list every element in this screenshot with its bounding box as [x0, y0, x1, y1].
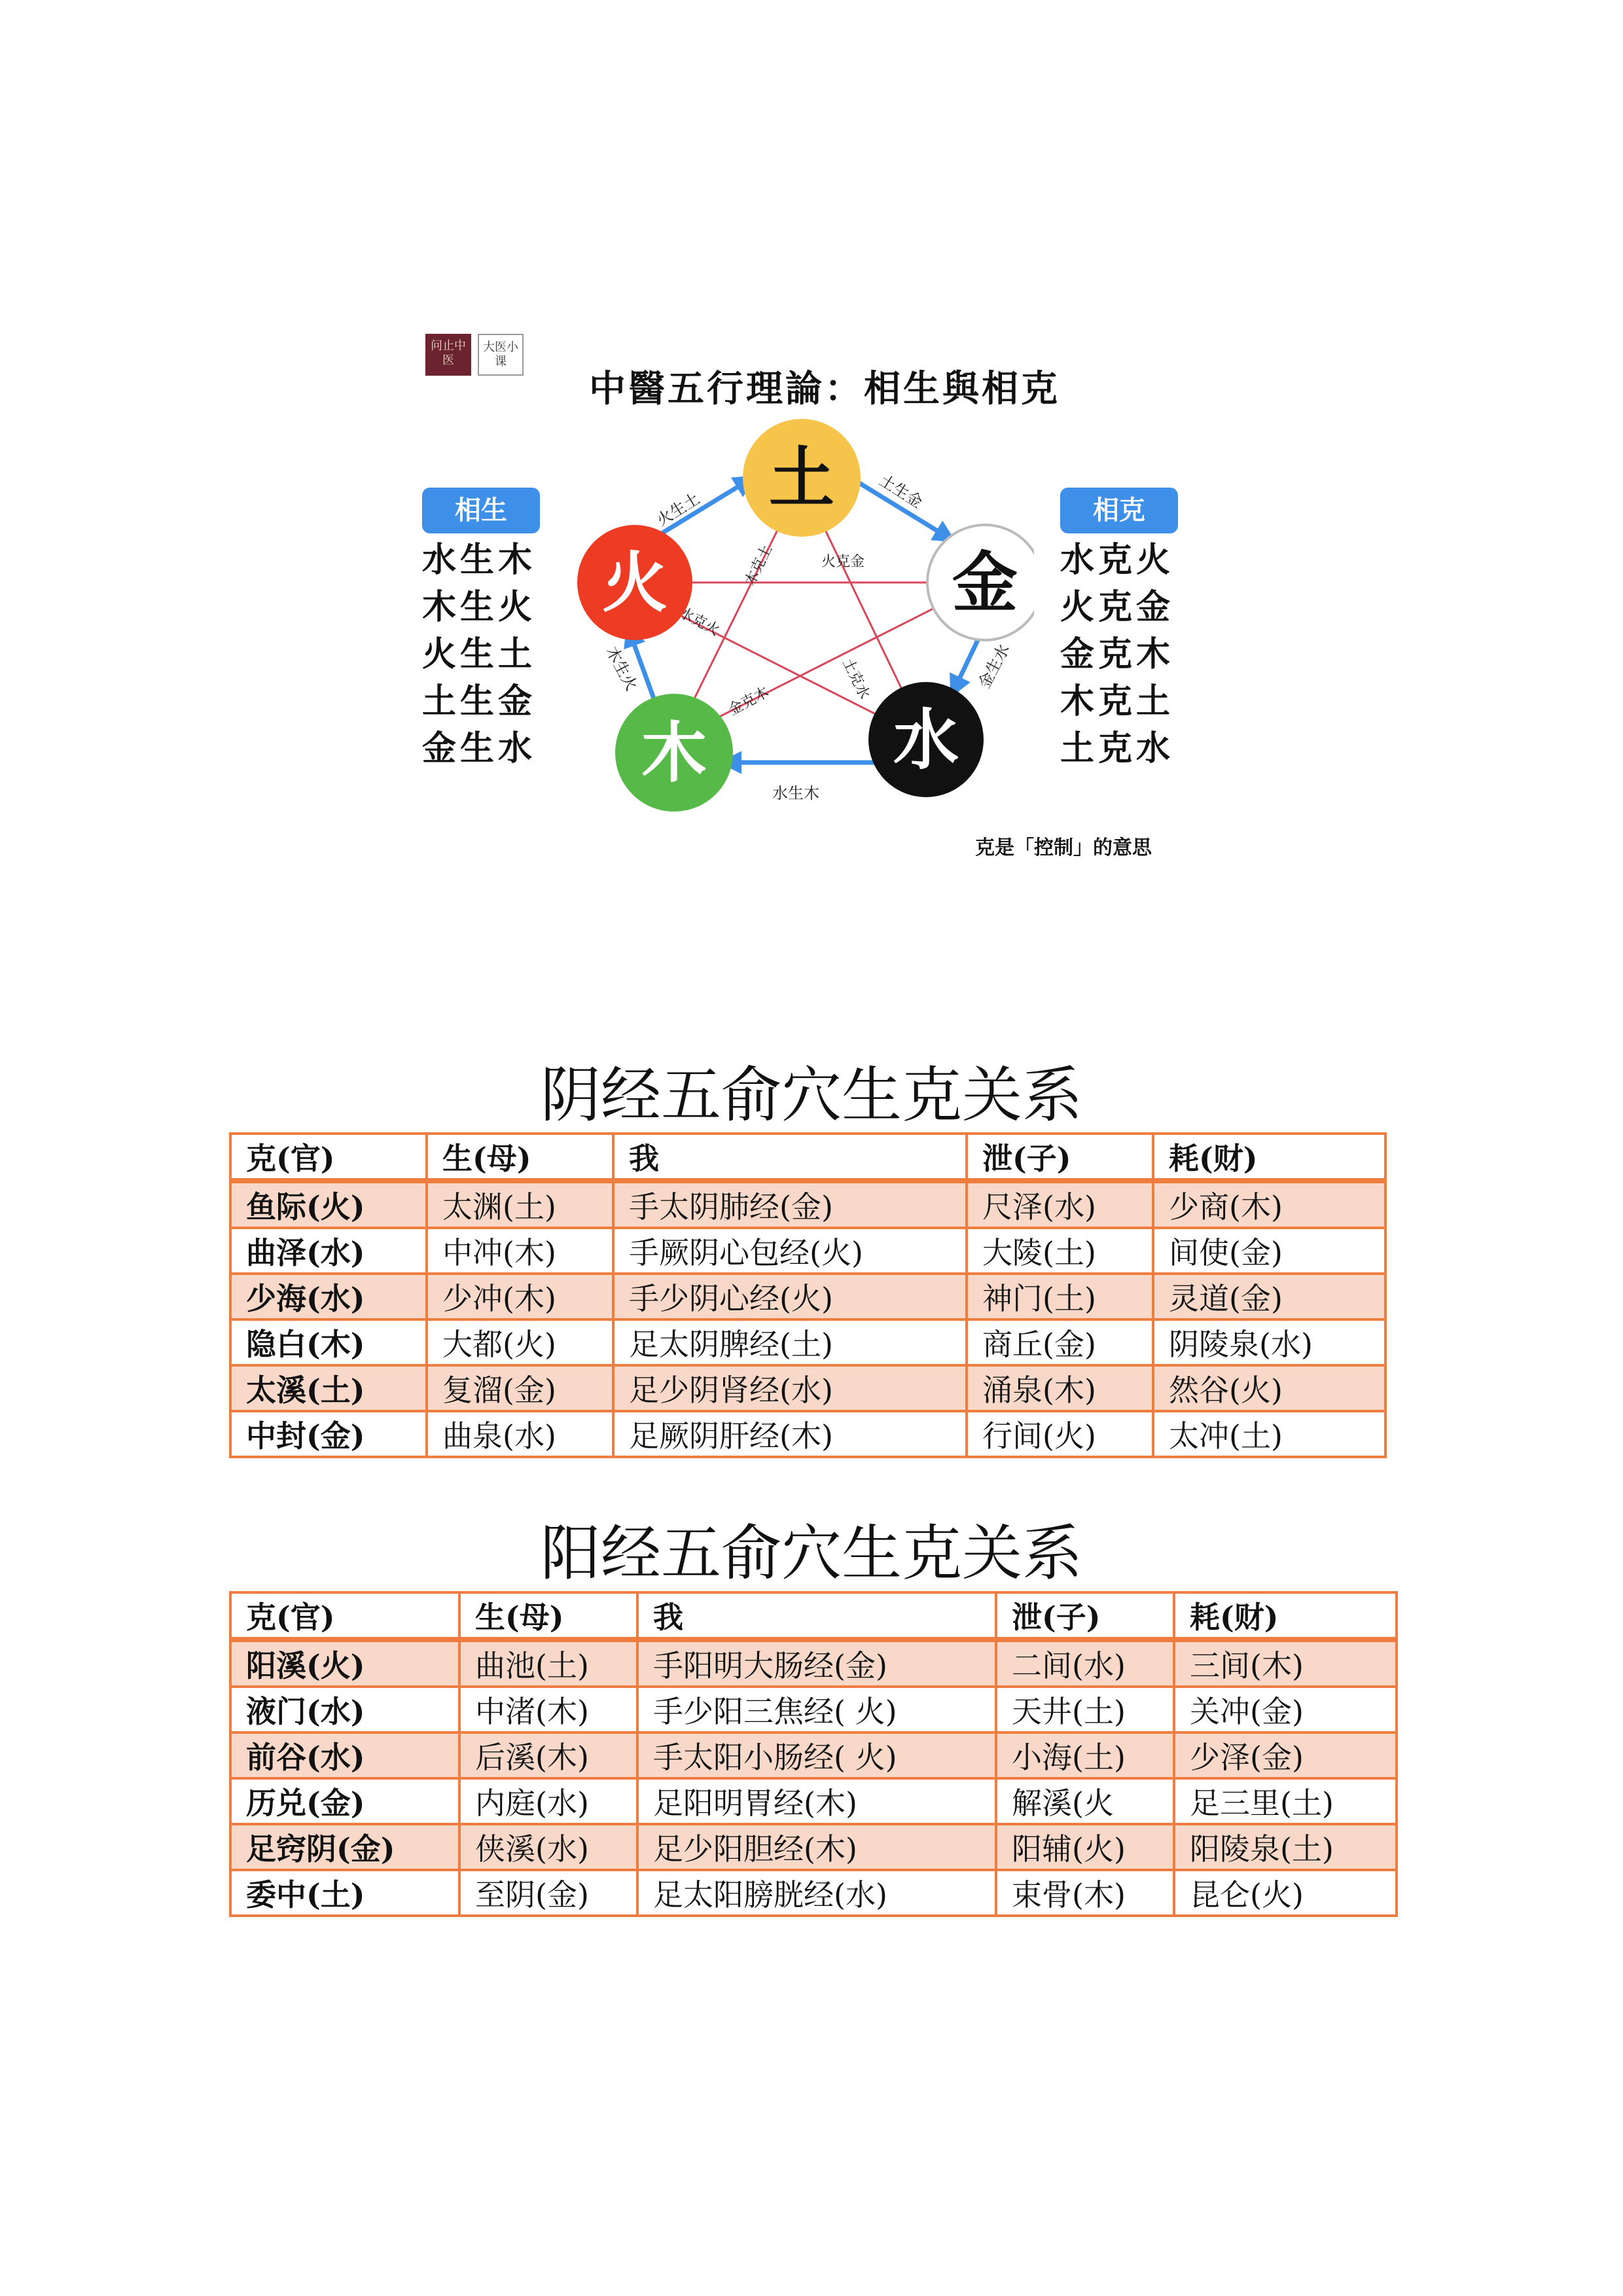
sheng-label-metal-water: 金生水 [974, 641, 1014, 692]
ke-list [1060, 537, 1174, 772]
table-cell: 间使(金) [1153, 1228, 1385, 1274]
table-cell: 曲泽(水) [230, 1228, 427, 1274]
table-cell: 足三里(土) [1174, 1778, 1397, 1824]
table-cell: 手阳明大肠经(金) [637, 1640, 996, 1687]
sheng-item: 土生金 [422, 681, 537, 721]
header-cell: 克(官) [230, 1592, 459, 1640]
header-cell: 耗(财) [1174, 1592, 1397, 1640]
ke-item: 金克木 [1060, 634, 1175, 674]
table-cell: 大都(火) [427, 1319, 613, 1365]
table-cell: 小海(土) [996, 1732, 1174, 1778]
sheng-label-fire-earth: 火生土 [653, 489, 704, 530]
table-cell: 曲泉(水) [427, 1411, 613, 1457]
ke-label-fire-metal: 火克金 [821, 554, 865, 570]
table-cell: 手太阴肺经(金) [613, 1181, 967, 1228]
table-cell: 行间(火) [967, 1411, 1153, 1457]
header-cell: 泄(子) [967, 1134, 1153, 1181]
table-cell: 手少阴心经(火) [613, 1274, 967, 1319]
element-earth-label: 土 [769, 439, 834, 516]
table-cell: 中冲(木) [427, 1228, 613, 1274]
ke-label-metal-wood: 金克木 [726, 684, 772, 719]
table-cell: 足太阴脾经(土) [613, 1319, 967, 1365]
table-cell: 少泽(金) [1174, 1732, 1397, 1778]
table-cell: 内庭(水) [459, 1778, 637, 1824]
table-row [230, 1319, 1385, 1365]
yin-table [229, 1132, 1387, 1458]
table-cell: 曲池(土) [459, 1640, 637, 1687]
element-metal-label: 金 [952, 544, 1018, 621]
element-water-label: 水 [893, 701, 959, 778]
sheng-label-earth-metal: 土生金 [876, 471, 926, 512]
five-elements-wheel [576, 419, 1034, 825]
table-cell: 关冲(金) [1174, 1687, 1397, 1732]
table-cell: 少冲(木) [427, 1274, 613, 1319]
dayi-logo: 大医小课 [478, 334, 524, 376]
table-cell: 解溪(火 [996, 1778, 1174, 1824]
table-row [230, 1365, 1385, 1411]
table-row [230, 1732, 1397, 1778]
ke-label-water-fire: 水克火 [676, 604, 722, 639]
table-cell: 少商(木) [1153, 1181, 1385, 1228]
ke-item: 水克火 [1060, 540, 1175, 580]
figure-title: 中醫五行理論：相生與相克 [589, 367, 1060, 410]
table-cell: 昆仑(火) [1174, 1870, 1397, 1916]
table-header-row [230, 1592, 1397, 1640]
table-cell: 少海(水) [230, 1274, 427, 1319]
table-cell: 太冲(土) [1153, 1411, 1385, 1457]
table-cell: 阳溪(火) [230, 1640, 459, 1687]
ke-item: 木克土 [1060, 681, 1175, 721]
table-cell: 太渊(土) [427, 1181, 613, 1228]
table-cell: 中渚(木) [459, 1687, 637, 1732]
table-cell: 商丘(金) [967, 1319, 1153, 1365]
element-wood-label: 木 [641, 714, 707, 791]
ke-item: 火克金 [1060, 587, 1175, 627]
yin-table-title: 阴经五俞穴生克关系 [540, 1060, 1082, 1130]
table-row [230, 1687, 1397, 1732]
table-cell: 中封(金) [230, 1411, 427, 1457]
table-cell: 至阴(金) [459, 1870, 637, 1916]
table-cell: 足阳明胃经(木) [637, 1778, 996, 1824]
table-cell: 阳辅(火) [996, 1824, 1174, 1870]
table-cell: 大陵(土) [967, 1228, 1153, 1274]
table-row [230, 1274, 1385, 1319]
table-cell: 神门(土) [967, 1274, 1153, 1319]
ke-label-earth-water: 土克水 [838, 655, 873, 702]
table-cell: 然谷(火) [1153, 1365, 1385, 1411]
table-cell: 二间(水) [996, 1640, 1174, 1687]
wenzhi-logo: 问止中医 [425, 334, 471, 376]
header-cell: 耗(财) [1153, 1134, 1385, 1181]
sheng-label-water-wood: 水生木 [772, 784, 819, 802]
table-cell: 手太阳小肠经( 火) [637, 1732, 996, 1778]
header-cell: 生(母) [427, 1134, 613, 1181]
sheng-list [422, 537, 536, 772]
table-cell: 天井(土) [996, 1687, 1174, 1732]
table-cell: 阴陵泉(水) [1153, 1319, 1385, 1365]
table-row [230, 1824, 1397, 1870]
table-cell: 足少阳胆经(木) [637, 1824, 996, 1870]
sheng-label-wood-fire: 木生火 [602, 643, 641, 694]
sheng-item: 水生木 [422, 540, 537, 580]
ke-label: 相克 [1060, 488, 1178, 533]
figure-note: 克是「控制」的意思 [975, 836, 1152, 859]
element-metal [927, 525, 1034, 640]
header-cell: 我 [637, 1592, 996, 1640]
table-cell: 委中(土) [230, 1870, 459, 1916]
table-cell: 阳陵泉(土) [1174, 1824, 1397, 1870]
table-cell: 历兑(金) [230, 1778, 459, 1824]
table-cell: 鱼际(火) [230, 1181, 427, 1228]
table-header-row [230, 1134, 1385, 1181]
element-water [868, 682, 984, 797]
header-cell: 泄(子) [996, 1592, 1174, 1640]
five-elements-figure [412, 321, 1211, 884]
element-wood [615, 694, 733, 812]
table-cell: 尺泽(水) [967, 1181, 1153, 1228]
table-cell: 前谷(水) [230, 1732, 459, 1778]
table-cell: 液门(水) [230, 1687, 459, 1732]
table-cell: 手厥阴心包经(火) [613, 1228, 967, 1274]
table-cell: 足少阴肾经(水) [613, 1365, 967, 1411]
table-cell: 束骨(木) [996, 1870, 1174, 1916]
table-row [230, 1640, 1397, 1687]
table-row [230, 1870, 1397, 1916]
ke-item: 土克水 [1060, 728, 1175, 768]
table-row [230, 1181, 1385, 1228]
table-cell: 涌泉(木) [967, 1365, 1153, 1411]
sheng-item: 金生水 [422, 728, 537, 768]
yang-table-title: 阳经五俞穴生克关系 [540, 1518, 1082, 1588]
yang-table [229, 1591, 1398, 1917]
header-cell: 生(母) [459, 1592, 637, 1640]
table-cell: 足窍阴(金) [230, 1824, 459, 1870]
table-cell: 太溪(土) [230, 1365, 427, 1411]
table-cell: 侠溪(水) [459, 1824, 637, 1870]
header-cell: 我 [613, 1134, 967, 1181]
table-cell: 三间(木) [1174, 1640, 1397, 1687]
sheng-item: 火生土 [422, 634, 537, 674]
ke-label-wood-earth: 木克土 [741, 542, 776, 588]
table-row [230, 1228, 1385, 1274]
table-cell: 隐白(木) [230, 1319, 427, 1365]
table-row [230, 1411, 1385, 1457]
table-cell: 后溪(木) [459, 1732, 637, 1778]
element-earth [743, 419, 861, 537]
sheng-label: 相生 [422, 488, 540, 533]
element-fire-label: 火 [602, 544, 668, 621]
header-cell: 克(官) [230, 1134, 427, 1181]
element-fire [577, 525, 692, 640]
sheng-item: 木生火 [422, 587, 537, 627]
table-cell: 复溜(金) [427, 1365, 613, 1411]
table-row [230, 1778, 1397, 1824]
table-cell: 足厥阴肝经(木) [613, 1411, 967, 1457]
table-cell: 灵道(金) [1153, 1274, 1385, 1319]
table-cell: 足太阳膀胱经(水) [637, 1870, 996, 1916]
table-cell: 手少阳三焦经( 火) [637, 1687, 996, 1732]
